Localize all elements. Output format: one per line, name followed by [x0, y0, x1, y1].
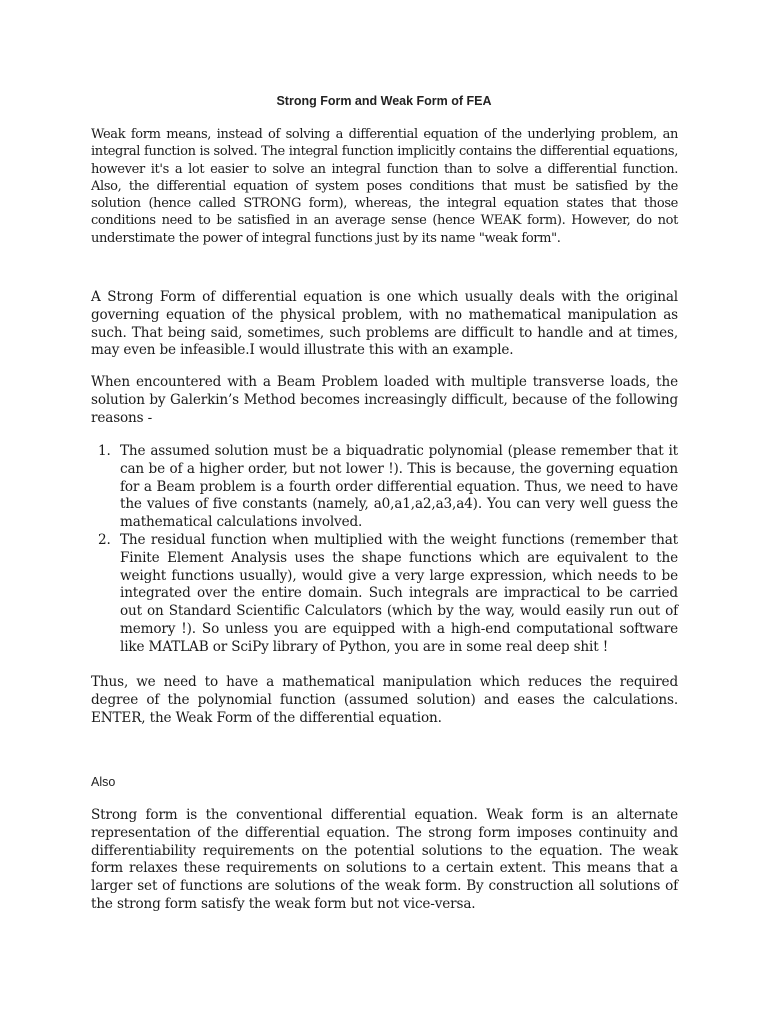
also-heading: Also [91, 775, 116, 789]
closing-paragraph: Strong form is the conventional differential equation. Weak form is an alternate representation of the differential equation. The strong form imposes continuity and differentiability requirements on the potential solutions to the equation. The weak form relaxes these requirements on solutions to a certain extent. This means that a larger set of functions are solutions of the weak form. By construction all solutions of the strong form satisfy the weak form but not vice-versa. [91, 807, 678, 912]
strong-form-paragraph: A Strong Form of differential equation is one which usually deals with the original governing equation of the physical problem, with no mathematical manipulation as such. That being said, sometimes, such problems are difficult to handle and at times, may even be infeasible.I would illustrate this with an example. [91, 289, 678, 359]
intro-paragraph: Weak form means, instead of solving a differential equation of the underlying problem, an integral function is solved. The integral function implicitly contains the differential equations, however it's a lot easier to solve an integral function than to solve a differential function. Also, the differential equation of system poses conditions that must be satisfied by the solution (hence called STRONG form), whereas, the integral equation states that those conditions need to be satisfied in an average sense (hence WEAK form). However, do not understimate the power of integral functions just by its name "weak form". [91, 127, 678, 246]
document-title: Strong Form and Weak Form of FEA [276, 94, 492, 108]
conclusion-paragraph: Thus, we need to have a mathematical manipulation which reduces the required degree of the polynomial function (assumed solution) and eases the calculations. ENTER, the Weak Form of the differential equation. [91, 674, 678, 726]
reasons-list [91, 443, 678, 657]
list-item-number: 1. [98, 443, 111, 459]
list-item-text: The residual function when multiplied with the weight functions (remember that Finite Element Analysis uses the shape functions which are equivalent to the weight functions usually), would give a very large expression, which needs to be integrated over the entire domain. Such integrals are impractical to be carried out on Standard Scientific Calculators (which by the way, would easily run out of memory !). So unless you are equipped with a high-end computational software like MATLAB or SciPy library of Python, you are in some real deep shit ! [120, 531, 678, 655]
list-item-number: 2. [98, 531, 111, 548]
list-item [91, 532, 678, 657]
beam-problem-paragraph: When encountered with a Beam Problem loaded with multiple transverse loads, the solution by Galerkin’s Method becomes increasingly difficult, because of the following reasons - [91, 374, 678, 426]
list-item-text: The assumed solution must be a biquadratic polynomial (please remember that it can be of a higher order, but not lower !). This is because, the governing equation for a Beam problem is a fourth order differential equation. Thus, we need to have the values of five constants (namely, a0,a1,a2,a3,a4). You can very well guess the mathematical calculations involved. [120, 443, 678, 531]
list-item [91, 443, 678, 532]
